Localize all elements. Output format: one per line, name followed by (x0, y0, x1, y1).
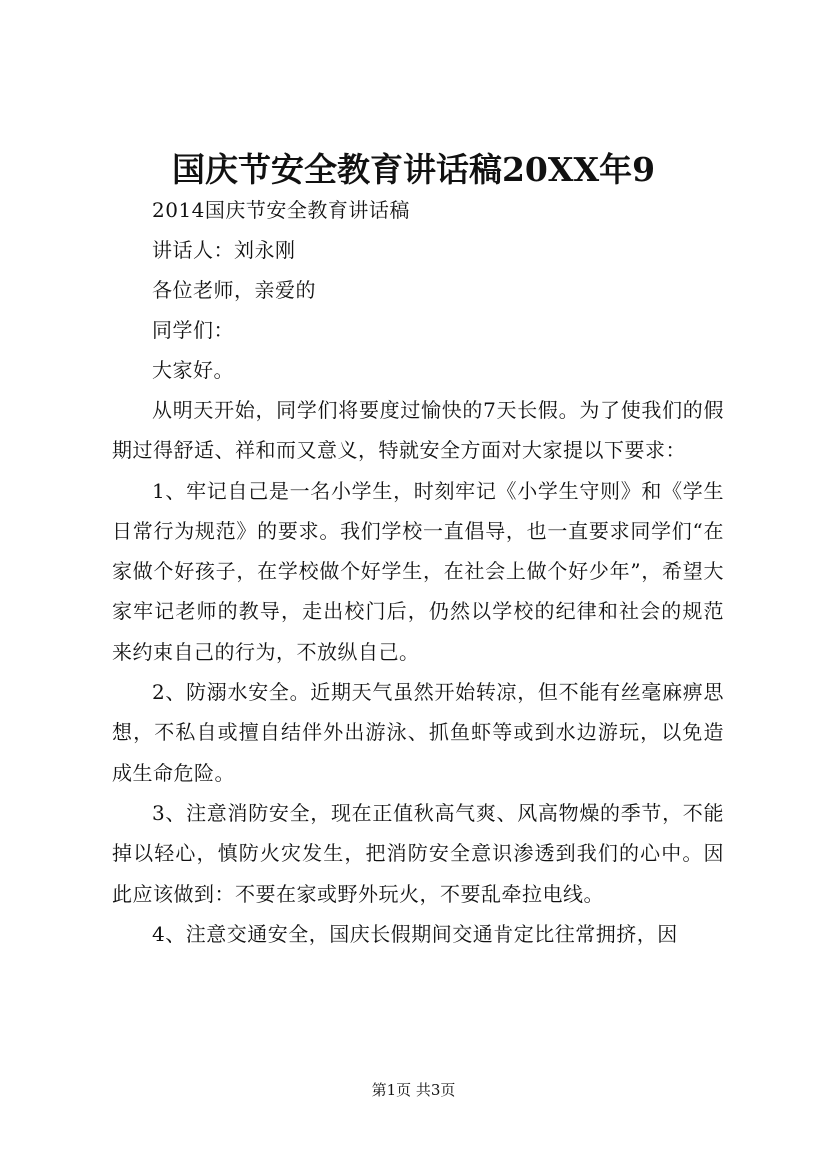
paragraph-item-1: 1、牢记自己是一名小学生，时刻牢记《小学生守则》和《学生日常行为规范》的要求。我们学校一直倡导，也一直要求同学们“在家做个好孩子，在学校做个好学生，在社会上做个好少年”，希望大家牢记老师的教导，走出校门后，仍然以学校的纪律和社会的规范来约束自己的行为，不放纵自己。 (112, 478, 724, 664)
hello-line: 大家好。 (152, 358, 234, 382)
speaker-line: 讲话人：刘永刚 (152, 238, 296, 262)
paragraph-item-2: 2、防溺水安全。近期天气虽然开始转凉，但不能有丝毫麻痹思想，不私自或擅自结伴外出游泳、抓鱼虾等或到水边游玩，以免造成生命危险。 (112, 680, 724, 785)
page-footer: 第1页 共3页 (371, 1081, 456, 1099)
paragraph-intro: 从明天开始，同学们将要度过愉快的7天长假。为了使我们的假期过得舒适、祥和而又意义，特就安全方面对大家提以下要求： (112, 398, 724, 463)
paragraph-item-3: 3、注意消防安全，现在正值秋高气爽、风高物燥的季节，不能掉以轻心，慎防火灾发生，把消防安全意识渗透到我们的心中。因此应该做到：不要在家或野外玩火，不要乱牵拉电线。 (112, 800, 724, 906)
subtitle-line: 2014国庆节安全教育讲话稿 (152, 198, 410, 222)
paragraph-item-4: 4、注意交通安全，国庆长假期间交通肯定比往常拥挤，因 (152, 921, 678, 946)
greeting-line: 各位老师，亲爱的 (152, 278, 316, 302)
document-title: 国庆节安全教育讲话稿20XX年9 (171, 150, 656, 189)
document-body (112, 190, 724, 954)
greeting-line-2: 同学们： (152, 318, 234, 342)
